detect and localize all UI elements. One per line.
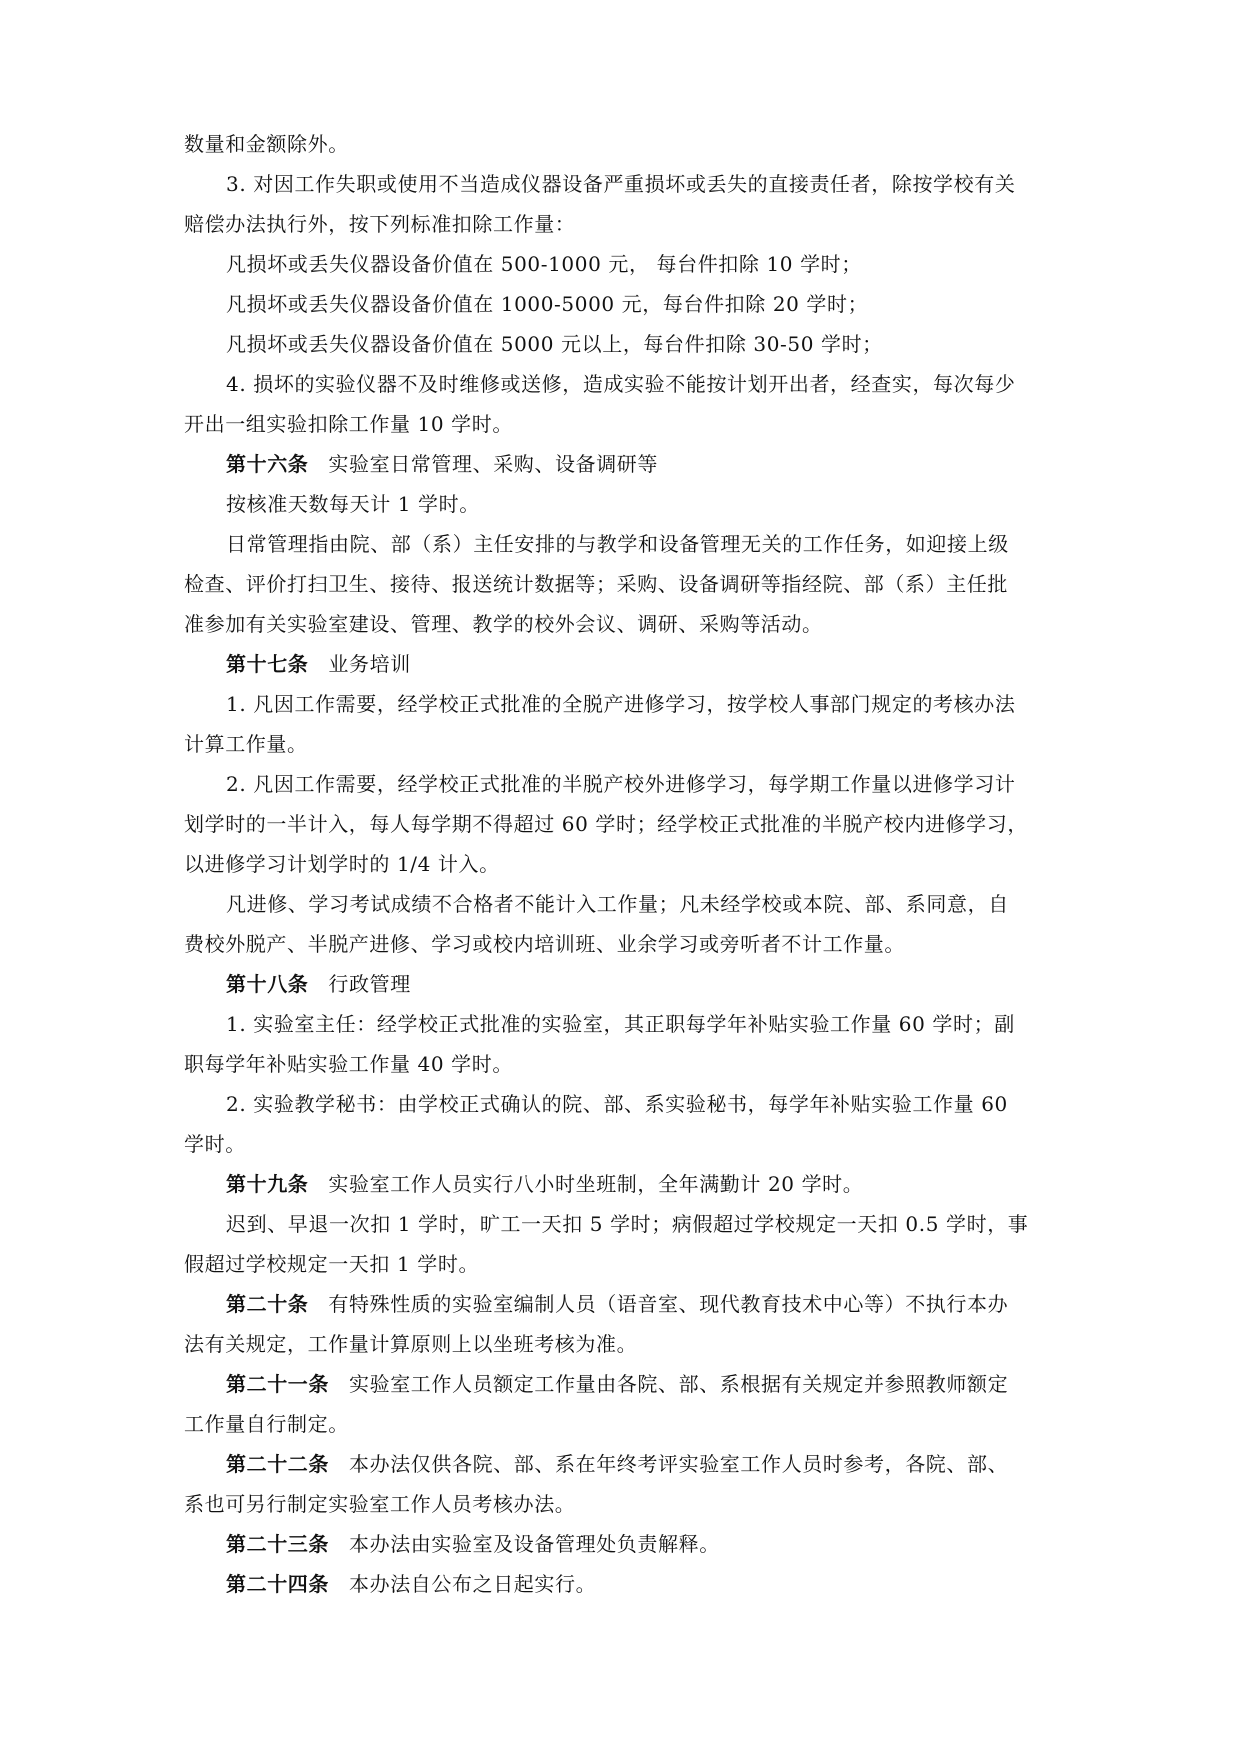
text-line: [184, 764, 1064, 804]
line-text: 4. 损坏的实验仪器不及时维修或送修，造成实验不能按计划开出者，经查实，每次每少: [226, 372, 1016, 396]
line-text: 凡损坏或丢失仪器设备价值在 500-1000 元， 每台件扣除 10 学时；: [226, 252, 862, 276]
article-heading: 第十八条: [226, 972, 309, 996]
line-text: 1. 凡因工作需要，经学校正式批准的全脱产进修学习，按学校人事部门规定的考核办法: [226, 692, 1016, 716]
article-line: [184, 1364, 1064, 1404]
text-line: [184, 724, 1064, 764]
line-text: 开出一组实验扣除工作量 10 学时。: [184, 412, 513, 436]
text-line: [184, 1124, 1064, 1164]
line-text: 实验室工作人员额定工作量由各院、部、系根据有关规定并参照教师额定: [349, 1372, 1009, 1396]
text-line: [184, 324, 1064, 364]
line-text: 业务培训: [328, 652, 411, 676]
article-line: [184, 644, 1064, 684]
line-text: 本办法由实验室及设备管理处负责解释。: [349, 1532, 720, 1556]
text-line: [184, 924, 1064, 964]
line-text: 划学时的一半计入，每人每学期不得超过 60 学时；经学校正式批准的半脱产校内进修学习，: [184, 812, 1028, 836]
text-line: [184, 284, 1064, 324]
line-text: 按核准天数每天计 1 学时。: [226, 492, 480, 516]
article-line: [184, 1564, 1064, 1604]
line-text: 凡损坏或丢失仪器设备价值在 5000 元以上，每台件扣除 30-50 学时；: [226, 332, 883, 356]
text-line: [184, 884, 1064, 924]
text-line: [184, 684, 1064, 724]
article-heading: 第十九条: [226, 1172, 309, 1196]
line-text: 本办法自公布之日起实行。: [349, 1572, 597, 1596]
text-line: [184, 844, 1064, 884]
text-line: [184, 164, 1064, 204]
line-text: 数量和金额除外。: [184, 132, 349, 156]
line-text: 准参加有关实验室建设、管理、教学的校外会议、调研、采购等活动。: [184, 612, 823, 636]
text-line: [184, 1244, 1064, 1284]
line-text: 职每学年补贴实验工作量 40 学时。: [184, 1052, 513, 1076]
line-text: 凡进修、学习考试成绩不合格者不能计入工作量；凡未经学校或本院、部、系同意，自: [226, 892, 1009, 916]
text-line: [184, 1004, 1064, 1044]
article-line: [184, 1444, 1064, 1484]
text-line: [184, 204, 1064, 244]
line-text: 3. 对因工作失职或使用不当造成仪器设备严重损坏或丢失的直接责任者，除按学校有关: [226, 172, 1016, 196]
text-line: [184, 404, 1064, 444]
line-text: 迟到、早退一次扣 1 学时，旷工一天扣 5 学时；病假超过学校规定一天扣 0.5 学时，事: [226, 1212, 1029, 1236]
line-text: 日常管理指由院、部（系）主任安排的与教学和设备管理无关的工作任务，如迎接上级: [226, 532, 1009, 556]
text-line: [184, 484, 1064, 524]
line-text: 2. 凡因工作需要，经学校正式批准的半脱产校外进修学习，每学期工作量以进修学习计: [226, 772, 1016, 796]
text-line: [184, 1204, 1064, 1244]
line-text: 费校外脱产、半脱产进修、学习或校内培训班、业余学习或旁听者不计工作量。: [184, 932, 905, 956]
article-line: [184, 1284, 1064, 1324]
line-text: 2. 实验教学秘书：由学校正式确认的院、部、系实验秘书，每学年补贴实验工作量 60: [226, 1092, 1008, 1116]
document-body: [184, 124, 1064, 1604]
line-text: 实验室日常管理、采购、设备调研等: [328, 452, 659, 476]
line-text: 凡损坏或丢失仪器设备价值在 1000-5000 元，每台件扣除 20 学时；: [226, 292, 869, 316]
line-text: 行政管理: [328, 972, 411, 996]
article-heading: 第二十条: [226, 1292, 309, 1316]
text-line: [184, 804, 1064, 844]
line-text: 计算工作量。: [184, 732, 308, 756]
article-heading: 第十七条: [226, 652, 309, 676]
line-text: 有特殊性质的实验室编制人员（语音室、现代教育技术中心等）不执行本办: [328, 1292, 1009, 1316]
text-line: [184, 604, 1064, 644]
article-line: [184, 1524, 1064, 1564]
article-line: [184, 1164, 1064, 1204]
line-text: 1. 实验室主任：经学校正式批准的实验室，其正职每学年补贴实验工作量 60 学时；副: [226, 1012, 1015, 1036]
article-heading: 第二十四条: [226, 1572, 329, 1596]
article-heading: 第十六条: [226, 452, 309, 476]
text-line: [184, 1484, 1064, 1524]
line-text: 实验室工作人员实行八小时坐班制，全年满勤计 20 学时。: [328, 1172, 864, 1196]
line-text: 本办法仅供各院、部、系在年终考评实验室工作人员时参考，各院、部、: [349, 1452, 1009, 1476]
text-line: [184, 564, 1064, 604]
text-line: [184, 124, 1064, 164]
line-text: 学时。: [184, 1132, 246, 1156]
text-line: [184, 1324, 1064, 1364]
line-text: 检查、评价打扫卫生、接待、报送统计数据等；采购、设备调研等指经院、部（系）主任批: [184, 572, 1008, 596]
text-line: [184, 364, 1064, 404]
line-text: 以进修学习计划学时的 1/4 计入。: [184, 852, 500, 876]
article-heading: 第二十三条: [226, 1532, 329, 1556]
line-text: 法有关规定，工作量计算原则上以坐班考核为准。: [184, 1332, 638, 1356]
article-heading: 第二十一条: [226, 1372, 329, 1396]
text-line: [184, 1084, 1064, 1124]
article-heading: 第二十二条: [226, 1452, 329, 1476]
text-line: [184, 244, 1064, 284]
line-text: 赔偿办法执行外，按下列标准扣除工作量：: [184, 212, 576, 236]
line-text: 假超过学校规定一天扣 1 学时。: [184, 1252, 480, 1276]
article-line: [184, 964, 1064, 1004]
text-line: [184, 1404, 1064, 1444]
line-text: 系也可另行制定实验室工作人员考核办法。: [184, 1492, 576, 1516]
text-line: [184, 524, 1064, 564]
text-line: [184, 1044, 1064, 1084]
line-text: 工作量自行制定。: [184, 1412, 349, 1436]
article-line: [184, 444, 1064, 484]
